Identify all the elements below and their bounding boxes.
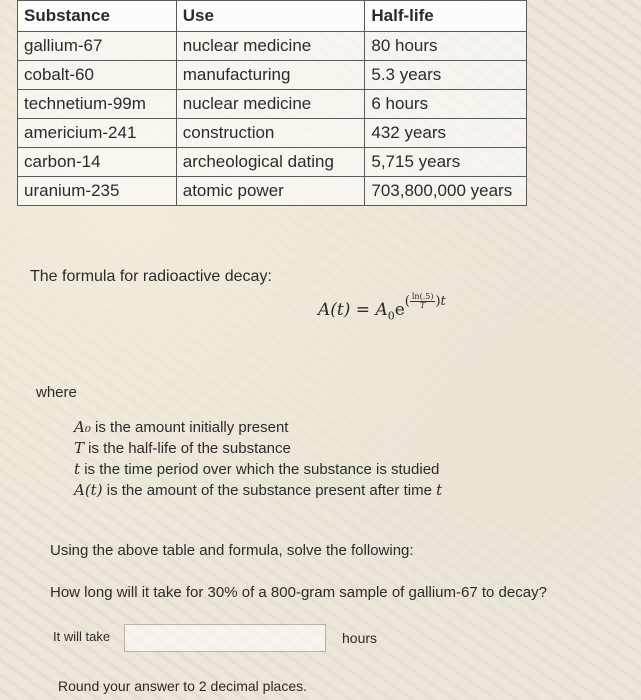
table-row (18, 177, 527, 206)
definition-variable: A(t) (74, 481, 103, 499)
definition-text: is the half-life of the substance (84, 440, 291, 457)
header-half-life: Half-life (365, 1, 527, 32)
header-substance: Substance (18, 1, 177, 32)
definition-variable: A₀ (74, 418, 91, 436)
definition-text: is the amount of the substance present after time (102, 482, 437, 499)
where-label: where (36, 384, 77, 401)
table-row (18, 61, 527, 90)
table-row (18, 148, 527, 177)
cell-use: manufacturing (176, 61, 365, 90)
answer-label: It will take (53, 629, 111, 644)
half-life-table-container (17, 0, 527, 213)
definition-item (74, 417, 442, 438)
cell-half-life: 703,800,000 years (365, 177, 527, 206)
instruction-text: Using the above table and formula, solve the following: (50, 542, 414, 559)
formula-label: The formula for radioactive decay: (30, 268, 272, 285)
definition-item (74, 459, 442, 480)
table-header-row (18, 1, 527, 32)
formula-base-subscript: 0 (387, 309, 395, 323)
formula-e: e (394, 300, 405, 320)
definition-text: is the time period over which the substance is studied (80, 461, 440, 478)
exponent-fraction (410, 293, 436, 310)
cell-half-life: 6 hours (365, 90, 527, 119)
cell-half-life: 80 hours (365, 32, 527, 61)
cell-use: nuclear medicine (176, 32, 365, 61)
formula-base: A (375, 300, 388, 320)
definition-tail: t (436, 481, 443, 499)
cell-use: atomic power (176, 177, 365, 206)
cell-half-life: 5.3 years (365, 61, 527, 90)
answer-input[interactable] (124, 624, 326, 652)
exponent-denominator: T (419, 301, 426, 310)
definition-item (74, 480, 442, 501)
rounding-instruction: Round your answer to 2 decimal places. (58, 678, 308, 694)
formula-exponent: ( ln(.5) T )t (404, 292, 446, 310)
cell-substance: technetium-99m (18, 90, 177, 119)
cell-use: nuclear medicine (176, 90, 365, 119)
cell-use: construction (176, 119, 365, 148)
formula-equals: = (355, 300, 371, 320)
exponent-variable: t (440, 294, 446, 309)
cell-substance: cobalt-60 (18, 61, 177, 90)
cell-substance: gallium-67 (18, 32, 177, 61)
cell-substance: carbon-14 (18, 148, 177, 177)
cell-substance: americium-241 (18, 119, 177, 148)
cell-half-life: 432 years (365, 119, 527, 148)
cell-use: archeological dating (176, 148, 365, 177)
question-text: How long will it take for 30% of a 800-gram sample of gallium-67 to decay? (50, 584, 547, 601)
decay-formula (318, 292, 446, 323)
cell-substance: uranium-235 (18, 177, 177, 206)
definition-text: is the amount initially present (90, 419, 289, 436)
definition-variable: T (74, 439, 85, 457)
header-use: Use (176, 1, 365, 32)
answer-unit: hours (342, 630, 378, 646)
half-life-table (17, 0, 527, 206)
definition-item (74, 438, 442, 459)
variable-definitions (74, 417, 442, 501)
definition-variable: t (74, 460, 81, 478)
exponent-numerator: ln(.5) (411, 292, 434, 301)
table-row (18, 119, 527, 148)
cell-half-life: 5,715 years (365, 148, 527, 177)
formula-lhs: A(t) (318, 300, 351, 320)
table-row (18, 32, 527, 61)
table-row (18, 90, 527, 119)
